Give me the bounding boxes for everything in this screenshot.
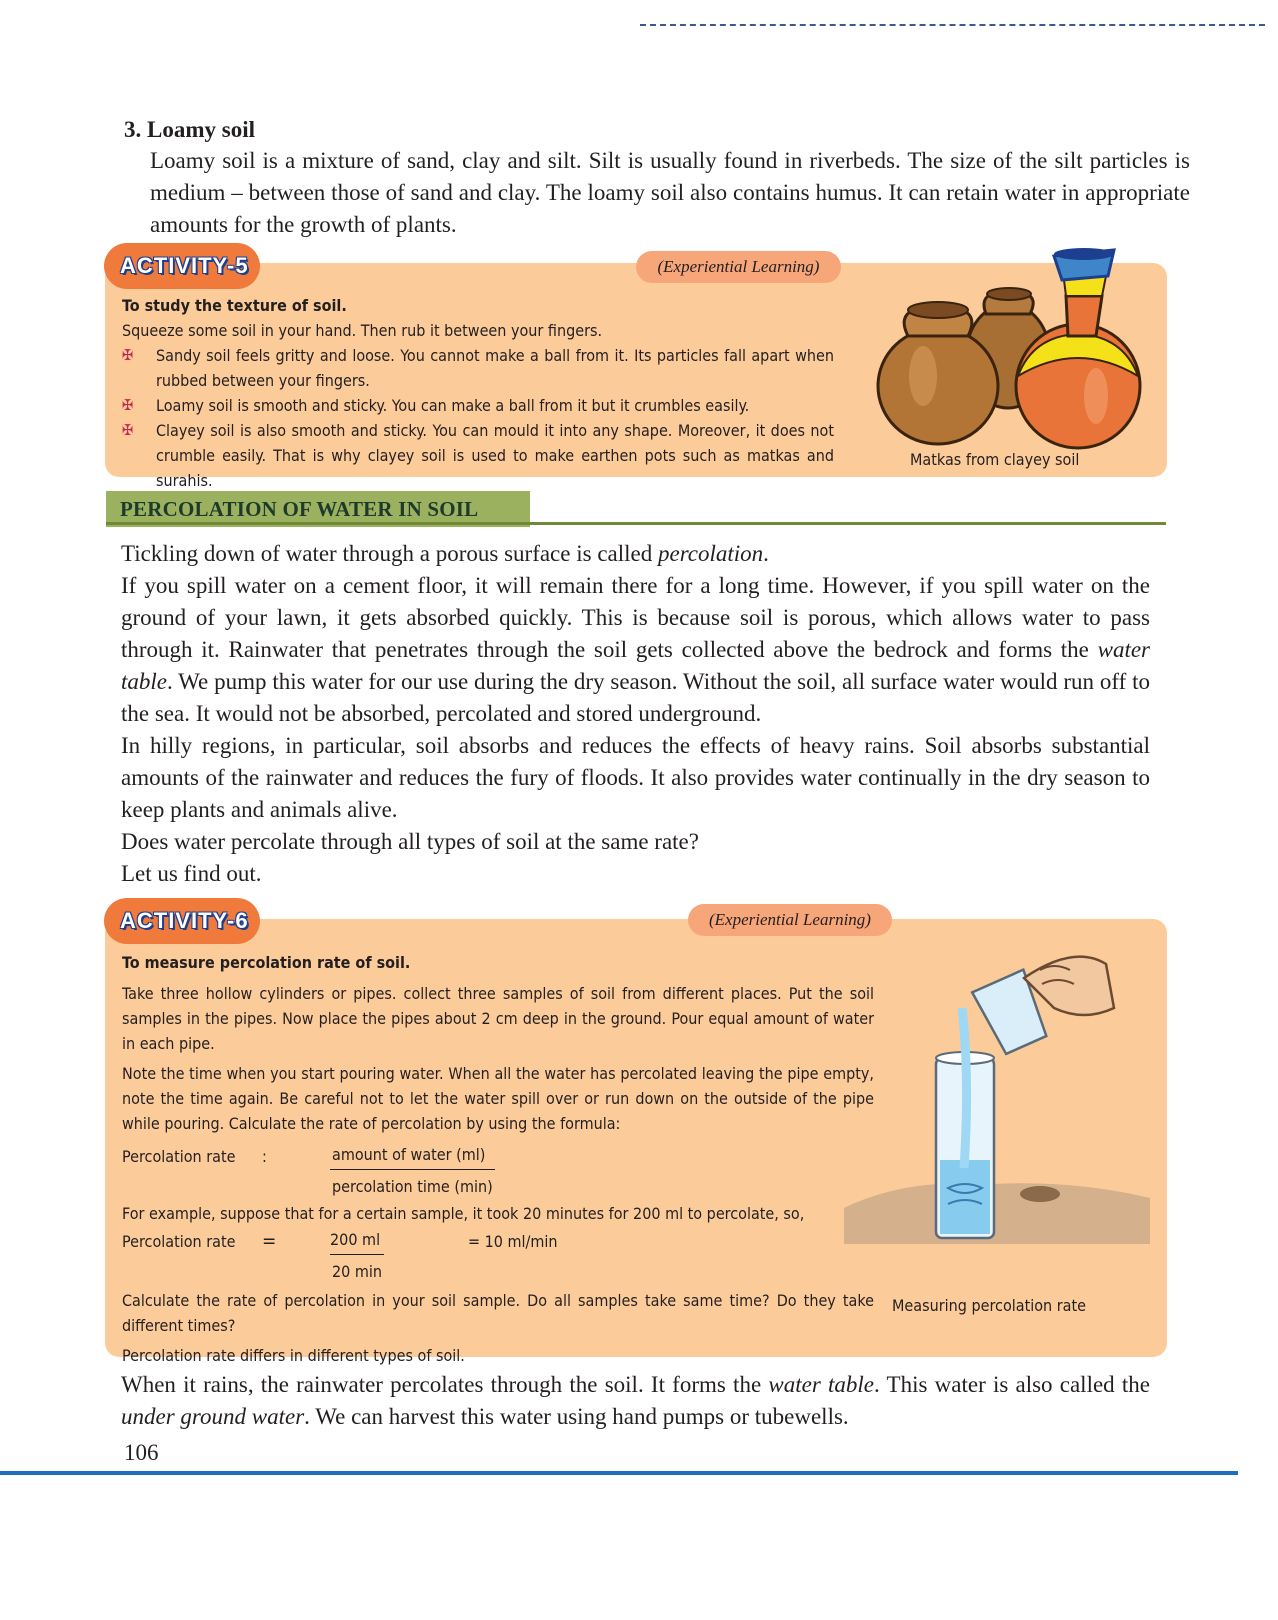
formula-numerator: amount of water (ml) [330, 1142, 495, 1170]
list-item [122, 393, 834, 418]
water-table-term: water table [121, 637, 1150, 694]
text-span: Tickling down of water through a porous surface is called [121, 541, 658, 566]
percolation-para-4: Does water percolate through all types of soil at the same rate? [121, 829, 699, 854]
percolation-heading: PERCOLATION OF WATER IN SOIL [106, 491, 530, 527]
activity-6-para-4: Percolation rate differs in different types of soil. [122, 1346, 465, 1365]
activity-5-tag: ACTIVITY-5 [104, 243, 260, 289]
example-denominator-row [122, 1256, 874, 1286]
loamy-soil-paragraph: Loamy soil is a mixture of sand, clay and silt. Silt is usually found in riverbeds. The size of the silt particles is medium – between those of sand and clay. The loamy soil also contains humus. It can retain water in appropriate amounts for the growth of plants. [150, 148, 1190, 237]
example-label: Percolation rate [122, 1231, 236, 1251]
text-span: . We pump this water for our use during the dry season. Without the soil, all surface water would run off to the sea. It would not be absorbed, percolated and stored underground. [121, 669, 1150, 726]
activity-6-para-1: Take three hollow cylinders or pipes. collect three samples of soil from different places. Put the soil samples in the pipes. Now place the pipes about 2 cm deep in the ground. Pour equal amount of water in each pipe. [122, 984, 874, 1053]
activity-6-para-3: Calculate the rate of percolation in your soil sample. Do all samples take same time? Do they take different times? [122, 1291, 874, 1335]
formula-row [122, 1141, 874, 1171]
text-span: . We can harvest this water using hand pumps or tubewells. [304, 1404, 849, 1429]
cross-bullet-icon: ✠ [122, 396, 134, 414]
list-item [122, 418, 834, 493]
text-span: If you spill water on a cement floor, it will remain there for a long time. However, if you spill water on the ground of your lawn, it gets absorbed quickly. This is because soil is porous, which allows water to pass through it. Rainwater that penetrates through the soil gets collected above the bedrock and forms the [121, 573, 1150, 662]
underground-water-term: under ground water [121, 1404, 305, 1429]
formula-denominator: percolation time (min) [332, 1176, 493, 1196]
bottom-rule [0, 1471, 1238, 1475]
percolation-term: percolation [657, 541, 764, 566]
formula-denominator-row [122, 1171, 874, 1201]
activity-6-tag: ACTIVITY-6 [104, 898, 260, 944]
matkas-illustration [868, 246, 1158, 451]
loamy-soil-title: 3. Loamy soil [124, 117, 255, 142]
activity-5-content [122, 293, 834, 493]
example-row [122, 1226, 874, 1256]
activity-6-content [122, 950, 874, 1373]
percolation-para-5: Let us find out. [121, 861, 262, 886]
text-span: . [763, 541, 769, 566]
example-numerator: 200 ml [330, 1227, 384, 1255]
top-dashed-rule [640, 24, 1265, 26]
text-span: When it rains, the rainwater percolates through the soil. It forms the [121, 1372, 769, 1397]
bullet-text: Loamy soil is smooth and sticky. You can make a ball from it but it crumbles easily. [156, 396, 750, 415]
activity-6-aim: To measure percolation rate of soil. [122, 953, 411, 972]
example-denominator: 20 min [332, 1261, 383, 1281]
activity-5-aim: To study the texture of soil. [122, 296, 347, 315]
formula-label: Percolation rate [122, 1146, 236, 1166]
activity-5-learning-tag: (Experiential Learning) [636, 251, 841, 283]
activity-5-intro: Squeeze some soil in your hand. Then rub it between your fingers. [122, 321, 603, 340]
percolation-para-3: In hilly regions, in particular, soil absorbs and reduces the effects of heavy rains. Soil absorbs substantial amounts of the rainwater and reduces the fury of floods. It also provides water continually in the dry season to keep plants and animals alive. [121, 733, 1150, 822]
percolation-caption: Measuring percolation rate [892, 1296, 1086, 1315]
text-span: . This water is also called the [873, 1372, 1150, 1397]
activity-6-para-2: Note the time when you start pouring water. When all the water has percolated leaving the pipe empty, note the time again. Be careful not to let the water spill over or run down on the outside of the pipe while pouring. Calculate the rate of percolation by using the formula: [122, 1064, 874, 1133]
activity-6-learning-tag: (Experiential Learning) [688, 904, 892, 936]
percolation-para-1 [121, 538, 1150, 570]
formula-separator: : [262, 1146, 267, 1166]
final-paragraph [121, 1369, 1150, 1433]
cross-bullet-icon: ✠ [122, 346, 134, 364]
example-result: = 10 ml/min [468, 1231, 558, 1251]
matkas-caption: Matkas from clayey soil [910, 450, 1080, 469]
bullet-text: Sandy soil feels gritty and loose. You cannot make a ball from it. Its particles fall apart when rubbed between your fingers. [156, 346, 834, 390]
list-item [122, 343, 834, 393]
example-intro: For example, suppose that for a certain sample, it took 20 minutes for 200 ml to percolate, so, [122, 1204, 805, 1223]
cross-bullet-icon: ✠ [122, 421, 134, 439]
example-equals: = [262, 1229, 277, 1252]
percolation-illustration [844, 948, 1154, 1248]
page-number: 106 [124, 1440, 159, 1465]
water-table-term: water table [768, 1372, 874, 1397]
bullet-text: Clayey soil is also smooth and sticky. You can mould it into any shape. Moreover, it does not crumble easily. That is why clayey soil is used to make earthen pots such as matkas and surahis. [156, 421, 834, 490]
heading-rule [106, 522, 1166, 525]
percolation-para-2 [121, 570, 1150, 730]
percolation-text [121, 538, 1150, 890]
